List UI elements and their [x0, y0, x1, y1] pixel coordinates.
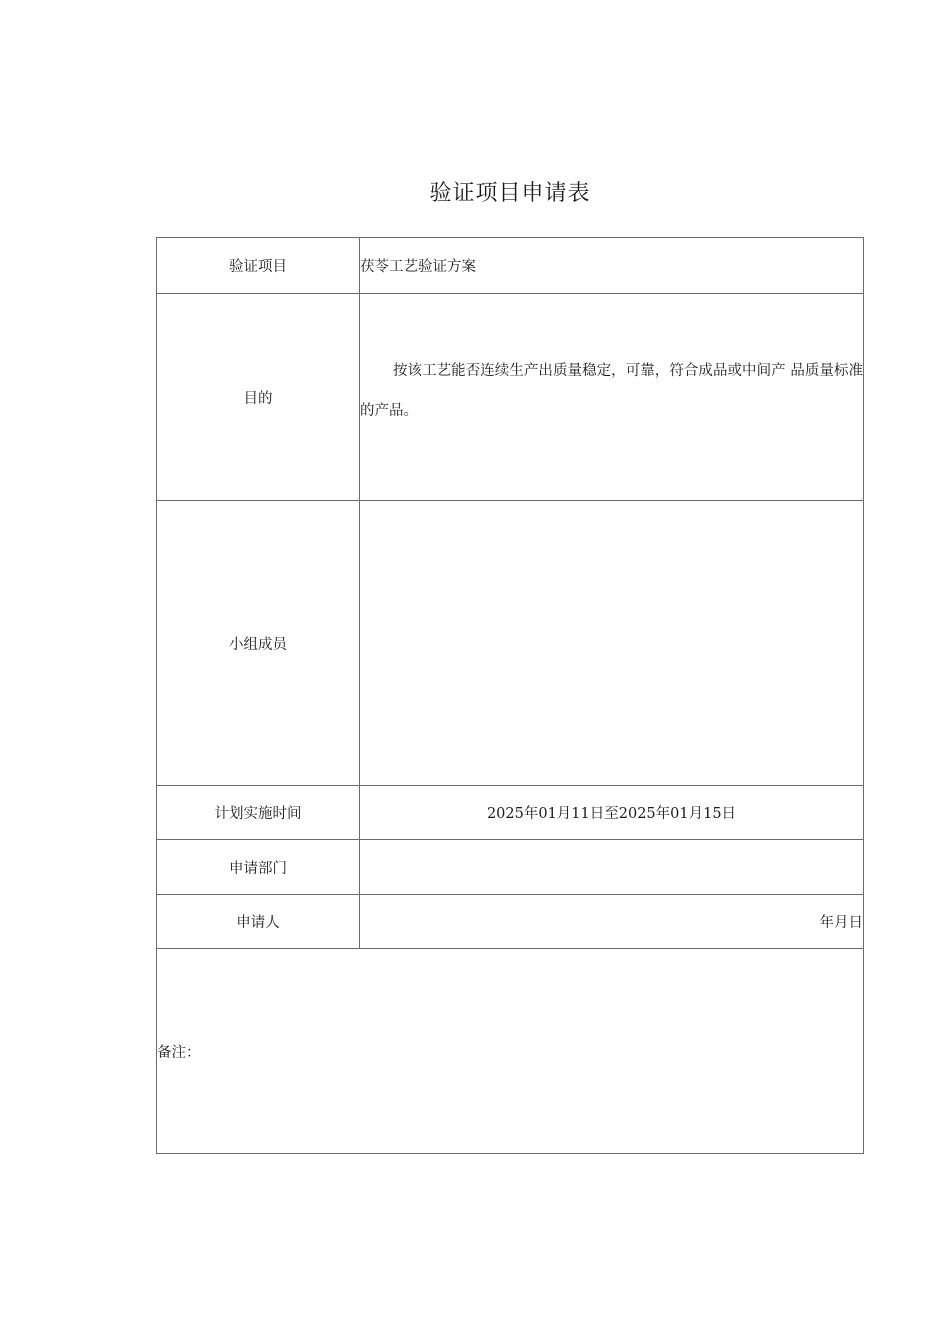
- row-notes: [157, 949, 864, 1154]
- row-members: [157, 501, 864, 786]
- project-label: 验证项目: [157, 238, 360, 294]
- row-applicant: [157, 895, 864, 949]
- schedule-value: 2025年01月11日至2025年01月15日: [360, 786, 864, 840]
- members-label: 小组成员: [157, 501, 360, 786]
- members-value: [360, 501, 864, 786]
- row-purpose: [157, 294, 864, 501]
- purpose-label: 目的: [157, 294, 360, 501]
- row-project: [157, 238, 864, 294]
- page-title: 验证项目申请表: [429, 181, 591, 206]
- project-value: 茯苓工艺验证方案: [360, 238, 864, 294]
- purpose-cell: [360, 294, 864, 501]
- notes-label: 备注：: [157, 949, 864, 1154]
- row-department: [157, 840, 864, 895]
- application-form-table: [156, 237, 864, 1154]
- applicant-date: 年月日: [360, 895, 864, 949]
- department-value: [360, 840, 864, 895]
- purpose-value: 按该工艺能否连续生产出质量稳定，可靠，符合成品或中间产 品质量标准的产品。: [360, 363, 863, 419]
- department-label: 申请部门: [157, 840, 360, 895]
- row-schedule: [157, 786, 864, 840]
- schedule-label: 计划实施时间: [157, 786, 360, 840]
- applicant-label: 申请人: [157, 895, 360, 949]
